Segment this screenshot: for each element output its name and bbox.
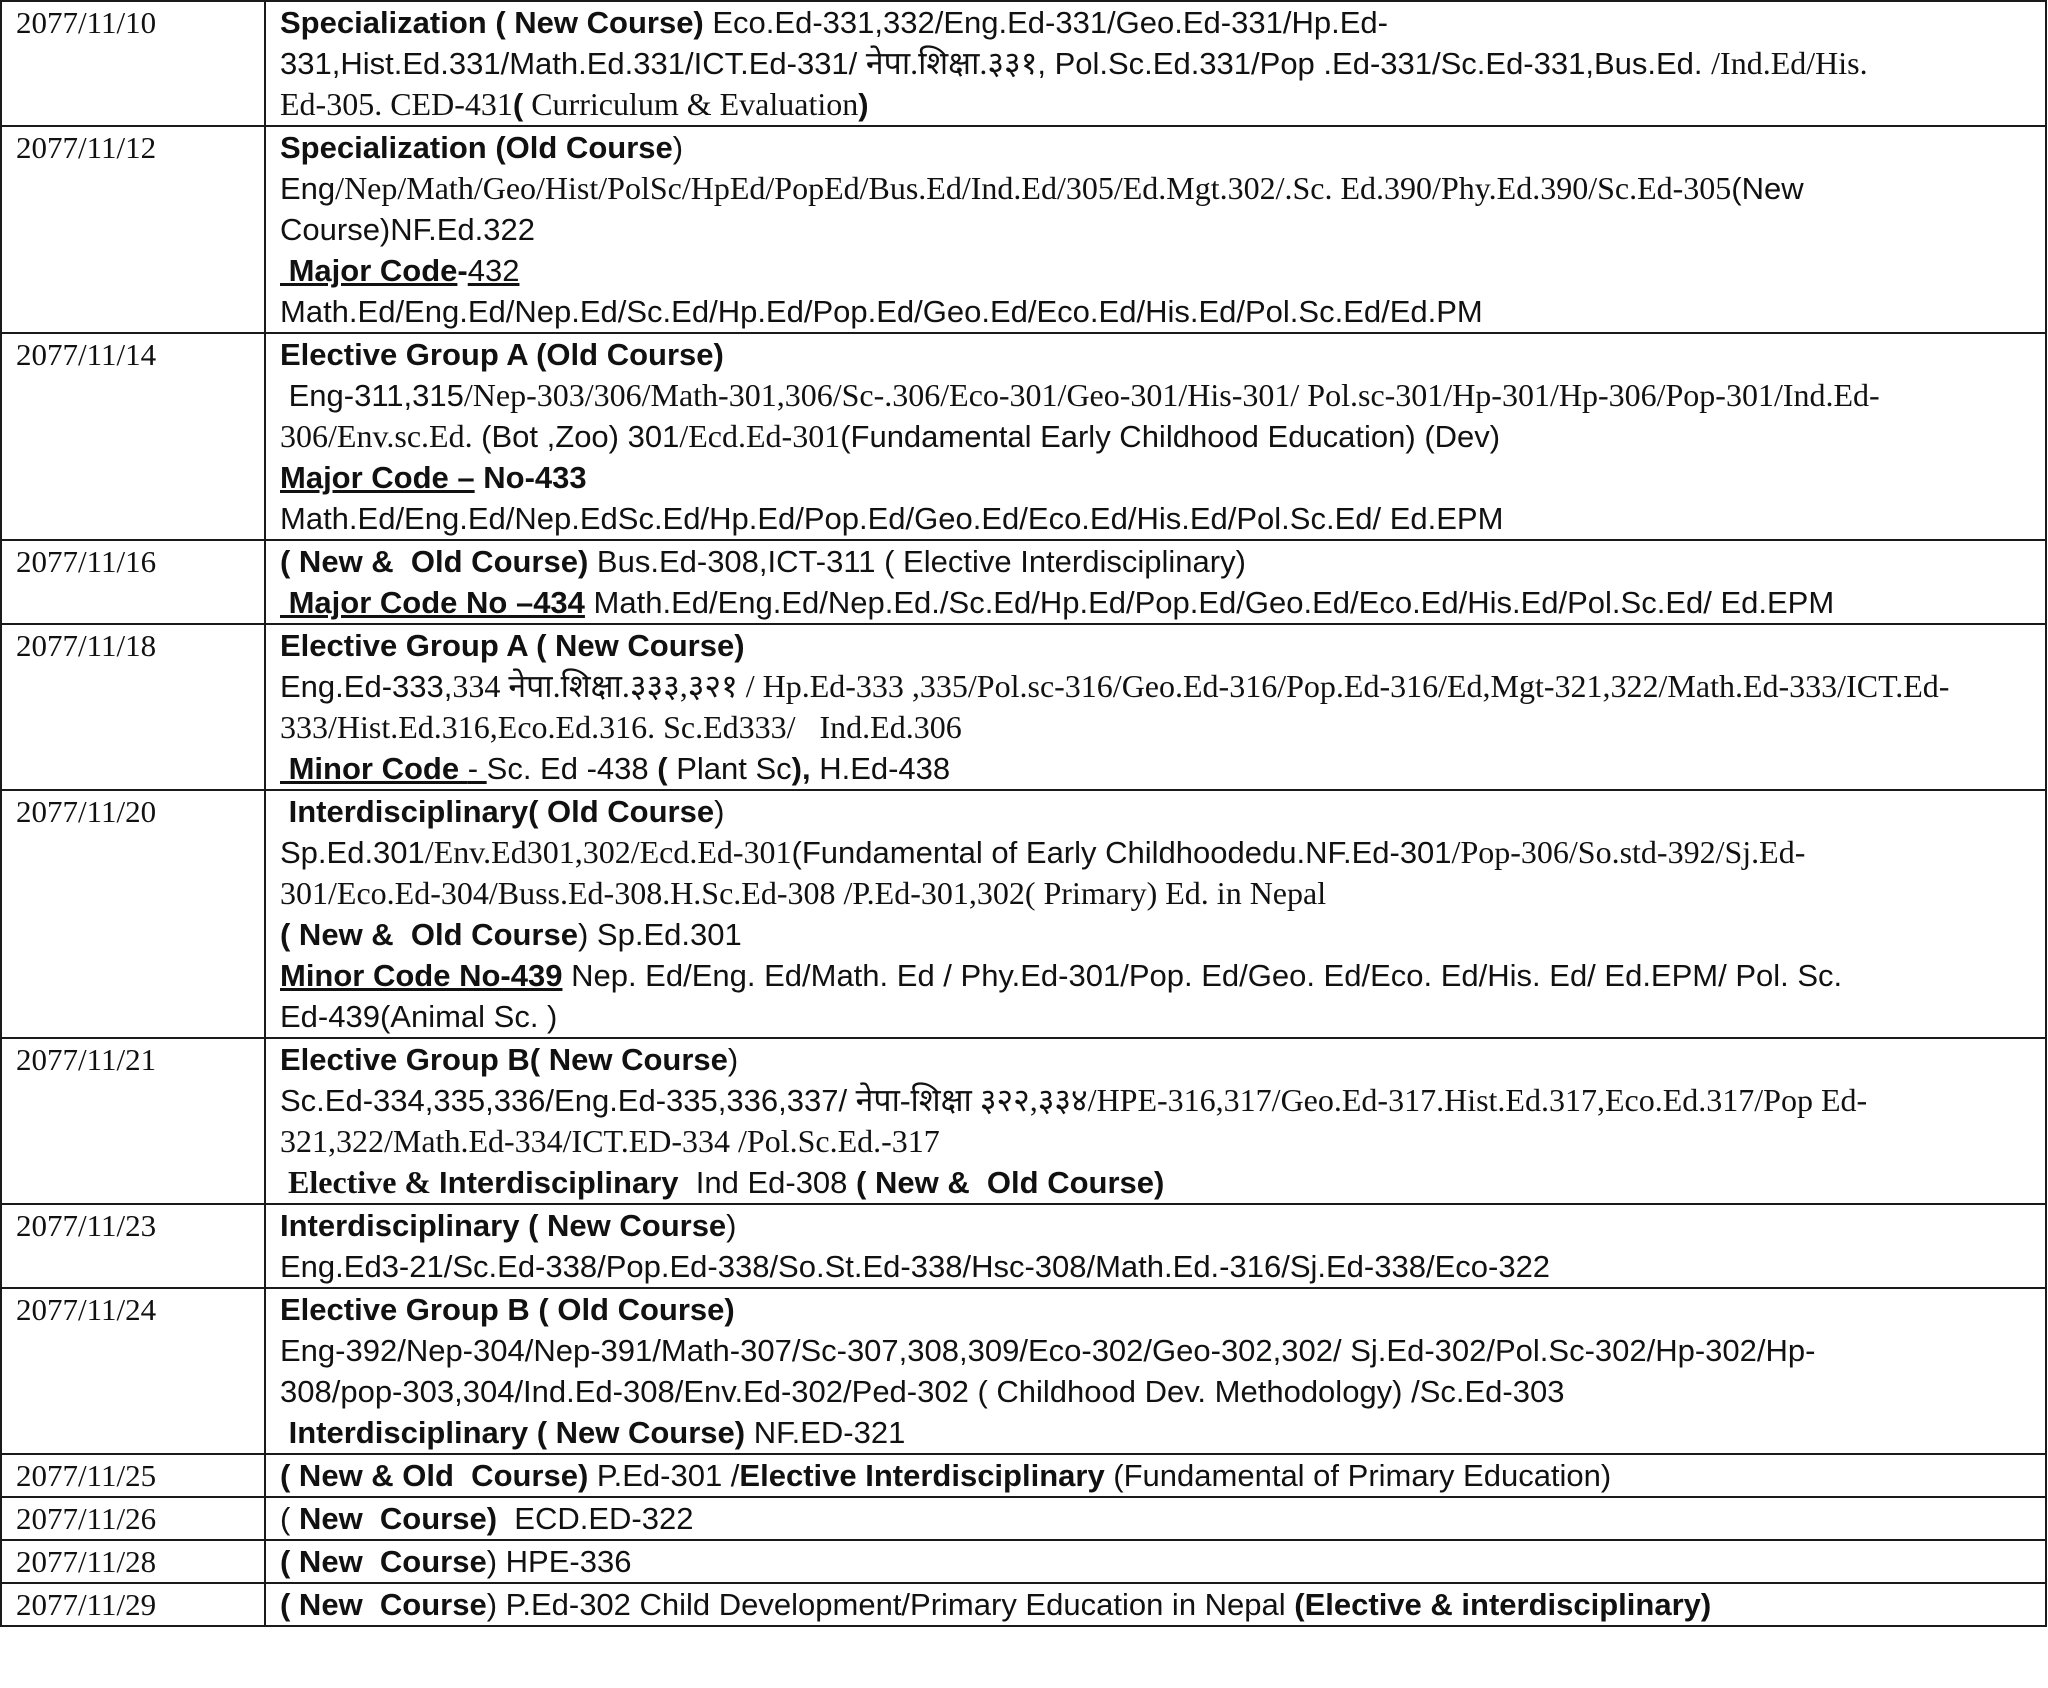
subject-line — [280, 873, 2043, 914]
subject-line — [280, 955, 2043, 996]
subject-text: - — [457, 253, 468, 288]
subject-text: Major Code – — [280, 460, 475, 495]
schedule-row — [1, 333, 2046, 540]
subject-text: (Fundamental of Primary Education) — [1104, 1458, 1612, 1493]
subject-text: No-433 — [474, 460, 587, 495]
subject-text: Interdisciplinary ( New Course) — [280, 1415, 746, 1450]
schedule-row — [1, 1454, 2046, 1497]
exam-date: 2077/11/25 — [1, 1454, 265, 1497]
subject-line — [280, 1121, 2043, 1162]
subject-text: 306/Env.sc.Ed. — [280, 418, 473, 454]
subject-text: /Pop-306/So.std-392/Sj.Ed- — [1451, 834, 1806, 870]
subject-text: H.Ed-438 — [810, 751, 951, 786]
subject-line — [280, 1246, 2043, 1287]
subject-text: Math.Ed/Eng.Ed/Nep.EdSc.Ed/Hp.Ed/Pop.Ed/Geo.Ed/Eco.Ed/His.Ed/Pol.Sc.Ed/ Ed.EPM — [280, 501, 1504, 536]
exam-subjects — [265, 1454, 2046, 1497]
subject-line — [280, 1039, 2043, 1080]
subject-text: ( New & Old Course) — [856, 1165, 1165, 1200]
subject-text: ), — [791, 751, 811, 786]
subject-text: (Fundamental of Early Childhoodedu.NF.Ed-301 — [791, 835, 1452, 870]
subject-text: नेपा-शिक्षा ३२२,३३४/HPE-316,317/Geo.Ed-317.Hist.Ed.317,Eco.Ed.317/Pop Ed- — [855, 1082, 1868, 1118]
subject-text: ) P.Ed-302 Child Development/Primary Education in Nepal — [486, 1587, 1295, 1622]
subject-text: ( — [512, 87, 524, 122]
subject-text: Eng.Ed3-21/Sc.Ed-338/Pop.Ed-338/So.St.Ed-338/Hsc-308/Math.Ed.-316/Sj.Ed-338/Eco-322 — [280, 1249, 1551, 1284]
subject-line — [280, 1412, 2043, 1453]
exam-date: 2077/11/21 — [1, 1038, 265, 1204]
schedule-row — [1, 1540, 2046, 1583]
subject-text: ( New & Old Course — [280, 917, 578, 952]
subject-text: Eng-311,315 — [280, 378, 464, 413]
subject-text: Eng-392/Nep-304/Nep-391/Math-307/Sc-307,308,309/Eco-302/Geo-302,302/ Sj.Ed-302/Pol.Sc-302/Hp-302/Hp- — [280, 1333, 1816, 1368]
subject-line — [280, 209, 2043, 250]
subject-text: नेपा.शिक्षा.३३१ — [865, 45, 1038, 81]
subject-text: ECD.ED-322 — [497, 1501, 694, 1536]
subject-line — [280, 666, 2043, 707]
subject-text: (New — [1731, 171, 1804, 206]
exam-subjects — [265, 1, 2046, 126]
subject-text: NF.ED-321 — [745, 1415, 906, 1450]
schedule-row — [1, 1, 2046, 126]
subject-text: (Fundamental Early Childhood Education) (Dev) — [840, 419, 1501, 454]
subject-text: New Course) — [298, 1501, 498, 1536]
subject-text: Nep. Ed/Eng. Ed/Math. Ed / Phy.Ed-301/Pop. Ed/Geo. Ed/Eco. Ed/His. Ed/ Ed.EPM/ Pol. Sc. — [562, 958, 1843, 993]
subject-line — [280, 291, 2043, 332]
subject-text: ) — [672, 130, 684, 165]
subject-text: (Bot ,Zoo) 301 — [472, 419, 680, 454]
subject-text: Elective & — [280, 1164, 440, 1200]
subject-text: Ed-305. CED-431 — [280, 86, 513, 122]
subject-line — [280, 1498, 2043, 1539]
subject-line — [280, 748, 2043, 789]
subject-text: Eco.Ed-331,332/Eng.Ed-331/Geo.Ed-331/Hp.Ed- — [703, 5, 1388, 40]
subject-text: Ed-439(Animal Sc. ) — [280, 999, 558, 1034]
schedule-row — [1, 540, 2046, 624]
subject-text: Sp.Ed.301 — [280, 835, 425, 870]
exam-date: 2077/11/23 — [1, 1204, 265, 1288]
subject-text: , Pol.Sc.Ed.331/Pop .Ed-331/Sc.Ed-331,Bus.Ed. — [1037, 46, 1712, 81]
subject-text: P.Ed-301 / — [588, 1458, 740, 1493]
subject-text: Elective Interdisciplinary — [739, 1458, 1105, 1493]
exam-subjects — [265, 540, 2046, 624]
subject-text: Sc.Ed-334,335,336/Eng.Ed-335,336,337/ — [280, 1083, 856, 1118]
exam-subjects — [265, 1540, 2046, 1583]
subject-text: 432 — [467, 253, 520, 288]
subject-line — [280, 43, 2043, 84]
exam-date: 2077/11/28 — [1, 1540, 265, 1583]
subject-text: ) HPE-336 — [486, 1544, 632, 1579]
subject-text: Course)NF.Ed.322 — [280, 212, 536, 247]
exam-subjects — [265, 1204, 2046, 1288]
subject-text: ( — [657, 751, 668, 786]
subject-text: Math.Ed/Eng.Ed/Nep.Ed./Sc.Ed/Hp.Ed/Pop.Ed/Geo.Ed/Eco.Ed/His.Ed/Pol.Sc.Ed/ Ed.EPM — [584, 585, 1835, 620]
subject-text: ( New Course — [280, 1587, 487, 1622]
subject-text: Plant Sc — [667, 751, 792, 786]
exam-date: 2077/11/10 — [1, 1, 265, 126]
subject-line — [280, 1584, 2043, 1625]
exam-date: 2077/11/16 — [1, 540, 265, 624]
subject-text: - — [467, 751, 487, 786]
exam-date: 2077/11/18 — [1, 624, 265, 790]
subject-line — [280, 791, 2043, 832]
subject-line — [280, 582, 2043, 623]
exam-subjects — [265, 1583, 2046, 1626]
subject-text: ) — [727, 1042, 739, 1077]
subject-text: Eng.Ed-333, — [280, 669, 453, 704]
exam-subjects — [265, 624, 2046, 790]
exam-subjects — [265, 333, 2046, 540]
subject-line — [280, 127, 2043, 168]
subject-line — [280, 1541, 2043, 1582]
subject-text: Math.Ed/Eng.Ed/Nep.Ed/Sc.Ed/Hp.Ed/Pop.Ed/Geo.Ed/Eco.Ed/His.Ed/Pol.Sc.Ed/Ed.PM — [280, 294, 1483, 329]
subject-text: Eng — [280, 171, 336, 206]
exam-date: 2077/11/20 — [1, 790, 265, 1038]
subject-text: 308/pop-303,304/Ind.Ed-308/Env.Ed-302/Ped-302 ( Childhood Dev. Methodology) /Sc.Ed-303 — [280, 1374, 1565, 1409]
subject-text: Elective Group A ( New Course) — [280, 628, 745, 663]
subject-text: ( New & Old Course) — [280, 544, 589, 579]
subject-text: 301/Eco.Ed-304/Buss.Ed-308.H.Sc.Ed-308 /P.Ed-301,302( Primary) Ed. in Nepal — [280, 875, 1327, 911]
schedule-row — [1, 1204, 2046, 1288]
exam-date: 2077/11/29 — [1, 1583, 265, 1626]
subject-text: /Nep/Math/Geo/Hist/PolSc/HpEd/PopEd/Bus.Ed/Ind.Ed/305/Ed.Mgt.302/.Sc. Ed.390/Phy.Ed.390/Sc.Ed-305 — [335, 170, 1732, 206]
subject-line — [280, 168, 2043, 209]
schedule-row — [1, 624, 2046, 790]
subject-text: Elective Group B( New Course — [280, 1042, 728, 1077]
subject-text: Interdisciplinary ( New Course — [280, 1208, 727, 1243]
subject-line — [280, 1371, 2043, 1412]
subject-text: ) — [858, 87, 869, 122]
subject-line — [280, 2, 2043, 43]
schedule-row — [1, 1288, 2046, 1454]
exam-schedule-body — [1, 1, 2046, 1626]
subject-text: Ind Ed-308 — [678, 1165, 857, 1200]
schedule-row — [1, 126, 2046, 333]
exam-subjects — [265, 1497, 2046, 1540]
subject-text: Major Code — [280, 253, 458, 288]
subject-text: 321,322/Math.Ed-334/ICT.ED-334 /Pol.Sc.Ed.-317 — [280, 1123, 940, 1159]
subject-text: ( — [280, 1501, 299, 1536]
subject-text: 333/Hist.Ed.316,Eco.Ed.316. Sc.Ed333/ Ind.Ed.306 — [280, 709, 962, 745]
subject-line — [280, 1080, 2043, 1121]
subject-text: /Ecd.Ed-301 — [679, 418, 841, 454]
subject-text: /Env.Ed301,302/Ecd.Ed-301 — [424, 834, 792, 870]
subject-text: ) Sp.Ed.301 — [577, 917, 742, 952]
subject-text: Minor Code No-439 — [280, 958, 563, 993]
subject-line — [280, 1162, 2043, 1203]
subject-text: Minor Code — [280, 751, 468, 786]
subject-text: Bus.Ed-308,ICT-311 ( Elective Interdisciplinary) — [588, 544, 1246, 579]
subject-text: Curriculum & Evaluation — [523, 86, 859, 122]
exam-subjects — [265, 1038, 2046, 1204]
subject-line — [280, 457, 2043, 498]
subject-line — [280, 625, 2043, 666]
subject-text: (Elective & interdisciplinary) — [1294, 1587, 1712, 1622]
subject-line — [280, 250, 2043, 291]
subject-text: /Ind.Ed/His. — [1711, 45, 1868, 81]
subject-line — [280, 541, 2043, 582]
subject-text: /Nep-303/306/Math-301,306/Sc-.306/Eco-301/Geo-301/His-301/ Pol.sc-301/Hp-301/Hp-306/Pop-301/Ind.Ed- — [463, 377, 1880, 413]
subject-text: Interdisciplinary( Old Course — [280, 794, 715, 829]
subject-text: 334 नेपा.शिक्षा.३३३,३२१ / Hp.Ed-333 ,335/Pol.sc-316/Geo.Ed-316/Pop.Ed-316/Ed,Mgt-321,322/Math.Ed-333/ICT.Ed- — [452, 668, 1950, 704]
subject-text: Specialization (Old Course — [280, 130, 673, 165]
exam-date: 2077/11/24 — [1, 1288, 265, 1454]
subject-text: ) — [714, 794, 725, 829]
subject-line — [280, 1455, 2043, 1496]
schedule-row — [1, 1583, 2046, 1626]
subject-line — [280, 914, 2043, 955]
subject-line — [280, 334, 2043, 375]
subject-text: ) — [726, 1208, 737, 1243]
schedule-row — [1, 1038, 2046, 1204]
exam-date: 2077/11/12 — [1, 126, 265, 333]
schedule-row — [1, 1497, 2046, 1540]
exam-date: 2077/11/14 — [1, 333, 265, 540]
subject-line — [280, 1289, 2043, 1330]
subject-line — [280, 375, 2043, 416]
subject-text: Sc. Ed -438 — [486, 751, 658, 786]
subject-text: Elective Group B ( Old Course) — [280, 1292, 735, 1327]
exam-subjects — [265, 790, 2046, 1038]
exam-subjects — [265, 126, 2046, 333]
subject-text: 331,Hist.Ed.331/Math.Ed.331/ICT.Ed-331/ — [280, 46, 866, 81]
subject-line — [280, 498, 2043, 539]
subject-text: Major Code No –434 — [280, 585, 585, 620]
subject-line — [280, 996, 2043, 1037]
subject-line — [280, 832, 2043, 873]
subject-text: ( New & Old Course) — [280, 1458, 589, 1493]
subject-text: Elective Group A (Old Course) — [280, 337, 724, 372]
subject-line — [280, 707, 2043, 748]
subject-line — [280, 1330, 2043, 1371]
exam-subjects — [265, 1288, 2046, 1454]
exam-date: 2077/11/26 — [1, 1497, 265, 1540]
subject-line — [280, 84, 2043, 125]
schedule-row — [1, 790, 2046, 1038]
subject-line — [280, 416, 2043, 457]
subject-text: ( New Course — [280, 1544, 487, 1579]
subject-text: Specialization ( New Course) — [280, 5, 704, 40]
subject-line — [280, 1205, 2043, 1246]
subject-text: Interdisciplinary — [439, 1165, 679, 1200]
